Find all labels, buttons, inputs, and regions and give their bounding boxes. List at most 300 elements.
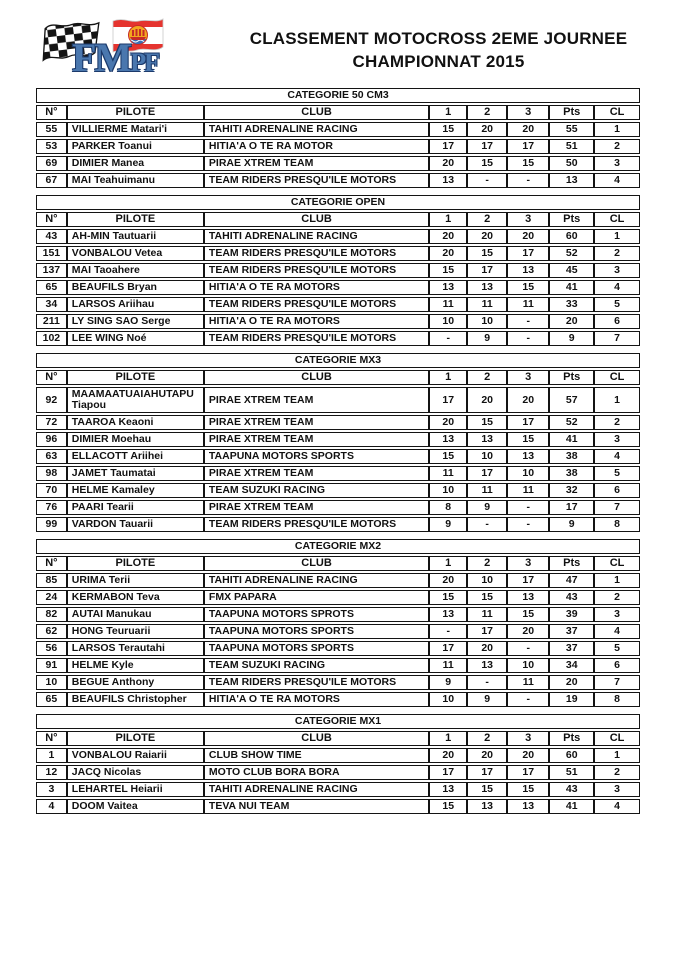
race3-points-cell: 11 <box>507 675 549 690</box>
total-points-cell: 38 <box>549 466 594 481</box>
rider-number-cell: 55 <box>36 122 67 137</box>
result-row <box>36 280 640 295</box>
club-cell: TEAM SUZUKI RACING <box>204 483 429 498</box>
rider-number-cell: 62 <box>36 624 67 639</box>
race2-points-cell: 20 <box>467 387 507 413</box>
rider-number-cell: 24 <box>36 590 67 605</box>
result-row <box>36 246 640 261</box>
rider-number-cell: 137 <box>36 263 67 278</box>
race1-points-cell: - <box>429 624 467 639</box>
rider-number-cell: 82 <box>36 607 67 622</box>
class-rank-cell: 6 <box>594 314 640 329</box>
column-header-num: N° <box>36 105 67 120</box>
rider-number-cell: 96 <box>36 432 67 447</box>
race2-points-cell: 20 <box>467 229 507 244</box>
column-header-pts: Pts <box>549 370 594 385</box>
column-header-cl: CL <box>594 370 640 385</box>
race2-points-cell: 9 <box>467 331 507 346</box>
race3-points-cell: 20 <box>507 387 549 413</box>
column-header-race1: 1 <box>429 370 467 385</box>
pilot-name-cell: AH-MIN Tautuarii <box>67 229 204 244</box>
column-header-race1: 1 <box>429 212 467 227</box>
result-row <box>36 449 640 464</box>
column-header-cl: CL <box>594 556 640 571</box>
total-points-cell: 41 <box>549 799 594 814</box>
total-points-cell: 13 <box>549 173 594 188</box>
column-header-race2: 2 <box>467 212 507 227</box>
results-body <box>36 122 640 188</box>
column-header-race3: 3 <box>507 105 549 120</box>
race3-points-cell: 13 <box>507 799 549 814</box>
total-points-cell: 41 <box>549 432 594 447</box>
race1-points-cell: 20 <box>429 156 467 171</box>
race2-points-cell: 20 <box>467 748 507 763</box>
column-header-club: CLUB <box>204 731 429 746</box>
total-points-cell: 51 <box>549 139 594 154</box>
race1-points-cell: 20 <box>429 415 467 430</box>
race1-points-cell: 15 <box>429 799 467 814</box>
race3-points-cell: - <box>507 173 549 188</box>
pilot-name-cell: BEAUFILS Christopher <box>67 692 204 707</box>
class-rank-cell: 1 <box>594 229 640 244</box>
result-row <box>36 765 640 780</box>
column-header-race3: 3 <box>507 731 549 746</box>
column-header-club: CLUB <box>204 212 429 227</box>
race1-points-cell: 11 <box>429 466 467 481</box>
class-rank-cell: 5 <box>594 641 640 656</box>
club-cell: TAAPUNA MOTORS SPORTS <box>204 641 429 656</box>
rider-number-cell: 85 <box>36 573 67 588</box>
race1-points-cell: 15 <box>429 122 467 137</box>
race3-points-cell: - <box>507 314 549 329</box>
race3-points-cell: 15 <box>507 782 549 797</box>
result-row <box>36 573 640 588</box>
category-table <box>36 712 640 816</box>
column-header-race2: 2 <box>467 556 507 571</box>
race1-points-cell: 20 <box>429 748 467 763</box>
total-points-cell: 33 <box>549 297 594 312</box>
race1-points-cell: 10 <box>429 692 467 707</box>
rider-number-cell: 69 <box>36 156 67 171</box>
rider-number-cell: 99 <box>36 517 67 532</box>
race1-points-cell: 20 <box>429 246 467 261</box>
club-cell: TAHITI ADRENALINE RACING <box>204 122 429 137</box>
column-header-race3: 3 <box>507 370 549 385</box>
result-row <box>36 692 640 707</box>
column-header-row <box>36 105 640 120</box>
race2-points-cell: 17 <box>467 466 507 481</box>
column-header-race1: 1 <box>429 105 467 120</box>
column-header-race3: 3 <box>507 556 549 571</box>
rider-number-cell: 72 <box>36 415 67 430</box>
rider-number-cell: 67 <box>36 173 67 188</box>
race3-points-cell: - <box>507 641 549 656</box>
column-header-race2: 2 <box>467 370 507 385</box>
rider-number-cell: 43 <box>36 229 67 244</box>
total-points-cell: 43 <box>549 782 594 797</box>
pilot-name-cell: VARDON Tauarii <box>67 517 204 532</box>
result-row <box>36 173 640 188</box>
club-cell: TEAM RIDERS PRESQU'ILE MOTORS <box>204 331 429 346</box>
total-points-cell: 9 <box>549 517 594 532</box>
race2-points-cell: 15 <box>467 590 507 605</box>
results-body <box>36 229 640 346</box>
class-rank-cell: 1 <box>594 387 640 413</box>
club-cell: HITIA'A O TE RA MOTORS <box>204 280 429 295</box>
pilot-name-cell: LARSOS Terautahi <box>67 641 204 656</box>
column-header-num: N° <box>36 212 67 227</box>
column-header-cl: CL <box>594 105 640 120</box>
race1-points-cell: 17 <box>429 387 467 413</box>
pilot-name-cell: LARSOS Ariihau <box>67 297 204 312</box>
race3-points-cell: 13 <box>507 263 549 278</box>
column-header-pilote: PILOTE <box>67 731 204 746</box>
race3-points-cell: 10 <box>507 466 549 481</box>
race1-points-cell: - <box>429 331 467 346</box>
pilot-name-cell: BEGUE Anthony <box>67 675 204 690</box>
race2-points-cell: 10 <box>467 314 507 329</box>
pilot-name-cell: VILLIERME Matari'i <box>67 122 204 137</box>
race1-points-cell: 20 <box>429 229 467 244</box>
club-cell: TEVA NUI TEAM <box>204 799 429 814</box>
total-points-cell: 50 <box>549 156 594 171</box>
pilot-name-cell: VONBALOU Raiarii <box>67 748 204 763</box>
rider-number-cell: 1 <box>36 748 67 763</box>
logo-wordmark <box>72 35 158 80</box>
class-rank-cell: 4 <box>594 173 640 188</box>
race2-points-cell: 15 <box>467 246 507 261</box>
total-points-cell: 47 <box>549 573 594 588</box>
result-row <box>36 156 640 171</box>
result-row <box>36 139 640 154</box>
race3-points-cell: - <box>507 331 549 346</box>
pilot-name-cell: URIMA Terii <box>67 573 204 588</box>
race1-points-cell: 11 <box>429 297 467 312</box>
race3-points-cell: 20 <box>507 748 549 763</box>
race2-points-cell: 13 <box>467 658 507 673</box>
total-points-cell: 9 <box>549 331 594 346</box>
race1-points-cell: 15 <box>429 263 467 278</box>
total-points-cell: 39 <box>549 607 594 622</box>
category-title: CATEGORIE MX1 <box>36 714 640 729</box>
category-banner-row <box>36 353 640 368</box>
total-points-cell: 55 <box>549 122 594 137</box>
column-header-row <box>36 212 640 227</box>
rider-number-cell: 63 <box>36 449 67 464</box>
club-cell: TAHITI ADRENALINE RACING <box>204 573 429 588</box>
club-cell: FMX PAPARA <box>204 590 429 605</box>
club-cell: TAHITI ADRENALINE RACING <box>204 782 429 797</box>
total-points-cell: 34 <box>549 658 594 673</box>
result-row <box>36 782 640 797</box>
race1-points-cell: 13 <box>429 280 467 295</box>
class-rank-cell: 2 <box>594 765 640 780</box>
rider-number-cell: 10 <box>36 675 67 690</box>
total-points-cell: 19 <box>549 692 594 707</box>
race3-points-cell: 15 <box>507 607 549 622</box>
result-row <box>36 675 640 690</box>
category-table <box>36 351 640 534</box>
class-rank-cell: 4 <box>594 799 640 814</box>
total-points-cell: 60 <box>549 748 594 763</box>
column-header-cl: CL <box>594 731 640 746</box>
column-header-race2: 2 <box>467 105 507 120</box>
race2-points-cell: 13 <box>467 280 507 295</box>
page-header <box>0 0 678 84</box>
result-row <box>36 263 640 278</box>
result-row <box>36 297 640 312</box>
category-banner-row <box>36 539 640 554</box>
class-rank-cell: 1 <box>594 122 640 137</box>
race1-points-cell: 10 <box>429 483 467 498</box>
race1-points-cell: 17 <box>429 765 467 780</box>
class-rank-cell: 7 <box>594 675 640 690</box>
column-header-num: N° <box>36 731 67 746</box>
rider-number-cell: 98 <box>36 466 67 481</box>
pilot-name-cell: MAI Teahuimanu <box>67 173 204 188</box>
results-body <box>36 387 640 532</box>
column-header-num: N° <box>36 556 67 571</box>
race1-points-cell: 17 <box>429 641 467 656</box>
pilot-name-cell: KERMABON Teva <box>67 590 204 605</box>
race2-points-cell: 20 <box>467 122 507 137</box>
total-points-cell: 45 <box>549 263 594 278</box>
pilot-name-cell: TAAROA Keaoni <box>67 415 204 430</box>
club-cell: PIRAE XTREM TEAM <box>204 432 429 447</box>
total-points-cell: 43 <box>549 590 594 605</box>
total-points-cell: 20 <box>549 314 594 329</box>
class-rank-cell: 7 <box>594 331 640 346</box>
class-rank-cell: 3 <box>594 156 640 171</box>
rider-number-cell: 70 <box>36 483 67 498</box>
logo-text-pf: PF <box>130 48 158 77</box>
class-rank-cell: 5 <box>594 297 640 312</box>
column-header-pilote: PILOTE <box>67 105 204 120</box>
race3-points-cell: 15 <box>507 156 549 171</box>
race1-points-cell: 20 <box>429 573 467 588</box>
club-cell: HITIA'A O TE RA MOTOR <box>204 139 429 154</box>
class-rank-cell: 4 <box>594 449 640 464</box>
fmpf-logo <box>38 12 213 84</box>
class-rank-cell: 3 <box>594 607 640 622</box>
race2-points-cell: 15 <box>467 415 507 430</box>
pilot-name-cell: HONG Teuruarii <box>67 624 204 639</box>
categories-container <box>36 86 640 816</box>
page-title-line1: CLASSEMENT MOTOCROSS 2EME JOURNEE <box>249 29 628 48</box>
race3-points-cell: 20 <box>507 624 549 639</box>
result-row <box>36 590 640 605</box>
rider-number-cell: 3 <box>36 782 67 797</box>
race3-points-cell: - <box>507 692 549 707</box>
result-row <box>36 314 640 329</box>
race2-points-cell: 10 <box>467 449 507 464</box>
race3-points-cell: - <box>507 517 549 532</box>
race2-points-cell: - <box>467 173 507 188</box>
rider-number-cell: 56 <box>36 641 67 656</box>
race2-points-cell: 15 <box>467 156 507 171</box>
class-rank-cell: 4 <box>594 280 640 295</box>
race1-points-cell: 13 <box>429 607 467 622</box>
rider-number-cell: 211 <box>36 314 67 329</box>
column-header-cl: CL <box>594 212 640 227</box>
column-header-pilote: PILOTE <box>67 212 204 227</box>
club-cell: TEAM RIDERS PRESQU'ILE MOTORS <box>204 246 429 261</box>
class-rank-cell: 1 <box>594 748 640 763</box>
race2-points-cell: - <box>467 517 507 532</box>
column-header-row <box>36 731 640 746</box>
race3-points-cell: 17 <box>507 573 549 588</box>
class-rank-cell: 7 <box>594 500 640 515</box>
race3-points-cell: 17 <box>507 765 549 780</box>
club-cell: PIRAE XTREM TEAM <box>204 415 429 430</box>
total-points-cell: 51 <box>549 765 594 780</box>
logo-text-fm: FM <box>72 35 131 80</box>
pilot-name-cell: PAARI Tearii <box>67 500 204 515</box>
race3-points-cell: 13 <box>507 449 549 464</box>
race1-points-cell: 13 <box>429 432 467 447</box>
club-cell: PIRAE XTREM TEAM <box>204 500 429 515</box>
column-header-pts: Pts <box>549 212 594 227</box>
class-rank-cell: 5 <box>594 466 640 481</box>
race2-points-cell: 17 <box>467 263 507 278</box>
race1-points-cell: 15 <box>429 590 467 605</box>
page-title-line2: CHAMPIONNAT 2015 <box>352 52 525 71</box>
club-cell: HITIA'A O TE RA MOTORS <box>204 314 429 329</box>
total-points-cell: 57 <box>549 387 594 413</box>
total-points-cell: 37 <box>549 624 594 639</box>
class-rank-cell: 3 <box>594 432 640 447</box>
column-header-club: CLUB <box>204 105 429 120</box>
column-header-race2: 2 <box>467 731 507 746</box>
rider-number-cell: 102 <box>36 331 67 346</box>
club-cell: TEAM RIDERS PRESQU'ILE MOTORS <box>204 263 429 278</box>
result-row <box>36 432 640 447</box>
club-cell: MOTO CLUB BORA BORA <box>204 765 429 780</box>
column-header-row <box>36 370 640 385</box>
rider-number-cell: 76 <box>36 500 67 515</box>
pilot-name-cell: LEHARTEL Heiarii <box>67 782 204 797</box>
result-row <box>36 466 640 481</box>
club-cell: PIRAE XTREM TEAM <box>204 156 429 171</box>
class-rank-cell: 8 <box>594 692 640 707</box>
total-points-cell: 20 <box>549 675 594 690</box>
category-title: CATEGORIE MX3 <box>36 353 640 368</box>
column-header-race3: 3 <box>507 212 549 227</box>
class-rank-cell: 3 <box>594 263 640 278</box>
race3-points-cell: 17 <box>507 415 549 430</box>
result-row <box>36 641 640 656</box>
category-title: CATEGORIE MX2 <box>36 539 640 554</box>
pilot-name-cell: VONBALOU Vetea <box>67 246 204 261</box>
column-header-club: CLUB <box>204 556 429 571</box>
total-points-cell: 52 <box>549 415 594 430</box>
results-body <box>36 573 640 707</box>
pilot-name-cell: LY SING SAO Serge <box>67 314 204 329</box>
race1-points-cell: 9 <box>429 675 467 690</box>
club-cell: CLUB SHOW TIME <box>204 748 429 763</box>
category-table <box>36 537 640 709</box>
class-rank-cell: 1 <box>594 573 640 588</box>
column-header-num: N° <box>36 370 67 385</box>
race1-points-cell: 13 <box>429 782 467 797</box>
class-rank-cell: 6 <box>594 483 640 498</box>
result-row <box>36 748 640 763</box>
result-row <box>36 122 640 137</box>
pilot-name-cell: DOOM Vaitea <box>67 799 204 814</box>
club-cell: TEAM RIDERS PRESQU'ILE MOTORS <box>204 173 429 188</box>
race1-points-cell: 17 <box>429 139 467 154</box>
race3-points-cell: 11 <box>507 483 549 498</box>
column-header-pts: Pts <box>549 105 594 120</box>
race1-points-cell: 8 <box>429 500 467 515</box>
race3-points-cell: 10 <box>507 658 549 673</box>
rider-number-cell: 53 <box>36 139 67 154</box>
class-rank-cell: 2 <box>594 590 640 605</box>
pilot-name-cell: LEE WING Noé <box>67 331 204 346</box>
race1-points-cell: 13 <box>429 173 467 188</box>
page-title <box>215 27 662 73</box>
category-title: CATEGORIE 50 CM3 <box>36 88 640 103</box>
pilot-name-cell: AUTAI Manukau <box>67 607 204 622</box>
race2-points-cell: 15 <box>467 782 507 797</box>
race2-points-cell: 10 <box>467 573 507 588</box>
race1-points-cell: 9 <box>429 517 467 532</box>
race3-points-cell: 11 <box>507 297 549 312</box>
pilot-name-cell: JAMET Taumatai <box>67 466 204 481</box>
column-header-pilote: PILOTE <box>67 370 204 385</box>
club-cell: TAAPUNA MOTORS SPORTS <box>204 449 429 464</box>
category-title: CATEGORIE OPEN <box>36 195 640 210</box>
results-body <box>36 748 640 814</box>
category-table <box>36 86 640 190</box>
result-row <box>36 387 640 413</box>
rider-number-cell: 65 <box>36 692 67 707</box>
class-rank-cell: 2 <box>594 246 640 261</box>
race3-points-cell: 17 <box>507 246 549 261</box>
race3-points-cell: 20 <box>507 122 549 137</box>
race2-points-cell: 17 <box>467 139 507 154</box>
column-header-race1: 1 <box>429 731 467 746</box>
race2-points-cell: 9 <box>467 500 507 515</box>
class-rank-cell: 6 <box>594 658 640 673</box>
total-points-cell: 17 <box>549 500 594 515</box>
class-rank-cell: 3 <box>594 782 640 797</box>
race3-points-cell: 15 <box>507 432 549 447</box>
rider-number-cell: 91 <box>36 658 67 673</box>
result-row <box>36 500 640 515</box>
club-cell: HITIA'A O TE RA MOTORS <box>204 692 429 707</box>
club-cell: PIRAE XTREM TEAM <box>204 466 429 481</box>
pilot-name-cell: HELME Kyle <box>67 658 204 673</box>
race2-points-cell: 20 <box>467 641 507 656</box>
class-rank-cell: 8 <box>594 517 640 532</box>
category-banner-row <box>36 195 640 210</box>
class-rank-cell: 2 <box>594 139 640 154</box>
pilot-name-cell: ELLACOTT Ariihei <box>67 449 204 464</box>
pilot-name-cell: MAI Taoahere <box>67 263 204 278</box>
class-rank-cell: 4 <box>594 624 640 639</box>
race3-points-cell: 20 <box>507 229 549 244</box>
pilot-name-cell: MAAMAATUAIAHUTAPU Tiapou <box>67 387 204 413</box>
race2-points-cell: 9 <box>467 692 507 707</box>
race3-points-cell: - <box>507 500 549 515</box>
result-row <box>36 483 640 498</box>
rider-number-cell: 4 <box>36 799 67 814</box>
total-points-cell: 52 <box>549 246 594 261</box>
total-points-cell: 32 <box>549 483 594 498</box>
club-cell: TEAM SUZUKI RACING <box>204 658 429 673</box>
category-table <box>36 193 640 348</box>
